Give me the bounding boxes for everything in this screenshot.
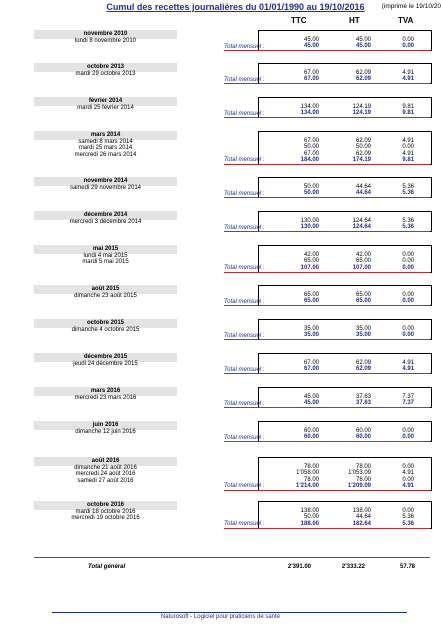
total-ttc: 188.00	[300, 520, 319, 527]
date-list	[34, 327, 177, 333]
ttc-value: 138.00	[300, 508, 319, 514]
column-header-tva: TVA	[398, 16, 414, 25]
month-label: août 2015	[34, 285, 177, 294]
ttc-value: 50.00	[303, 144, 319, 151]
ttc-value: 42.00	[303, 252, 319, 258]
monthly-total-underline	[224, 272, 430, 273]
tva-value: 9.81	[402, 104, 414, 110]
ht-value: 60.00	[355, 428, 371, 434]
total-ttc: 130.00	[300, 224, 319, 231]
monthly-total-row	[258, 76, 430, 82]
month-label: mai 2015	[34, 245, 177, 254]
month-label: mars 2014	[34, 131, 177, 140]
values-rows	[258, 464, 430, 483]
monthly-total-label: Total mensuel :	[224, 332, 265, 339]
monthly-total-label: Total mensuel :	[224, 265, 265, 272]
ttc-value: 67.00	[303, 150, 319, 157]
ht-value: 1'053.09	[348, 470, 371, 477]
total-tva: 9.81	[402, 156, 414, 163]
total-tva: 5.36	[402, 190, 414, 197]
date-entry: mardi 25 février 2014	[77, 105, 134, 111]
monthly-total-underline	[224, 490, 430, 491]
ht-value: 62.09	[355, 150, 371, 157]
tva-value: 5.36	[402, 514, 414, 521]
date-list	[34, 429, 177, 435]
monthly-total-row	[258, 332, 430, 338]
page-title: Cumul des recettes journalières du 01/01/1990 au 19/10/2016	[106, 2, 365, 12]
monthly-total-underline	[224, 117, 430, 118]
date-entry: mercredi 19 octobre 2016	[71, 515, 140, 522]
date-entry: dimanche 23 août 2015	[74, 293, 137, 299]
total-ht: 124.64	[352, 224, 371, 231]
month-label: novembre 2014	[34, 177, 177, 186]
footer-text: Naturosoft - Logiciel pour praticiens de santé	[160, 614, 281, 620]
ttc-value: 67.00	[303, 360, 319, 366]
date-list	[34, 71, 177, 77]
monthly-total-label: Total mensuel :	[224, 521, 265, 528]
monthly-total-row	[258, 521, 430, 527]
monthly-total-row	[258, 483, 430, 489]
date-list	[34, 38, 177, 44]
tva-value: 4.91	[402, 470, 414, 477]
monthly-total-row	[258, 43, 430, 49]
date-entry: mardi 25 mars 2014	[78, 145, 133, 152]
ttc-value: 60.00	[303, 428, 319, 434]
grand-total-ht: 2'333.22	[341, 564, 365, 570]
date-list	[34, 465, 177, 484]
total-ttc: 1'214.00	[295, 482, 319, 489]
date-entry: samedi 29 novembre 2014	[69, 185, 142, 191]
tva-value: 0.00	[402, 37, 414, 43]
month-label: octobre 2015	[34, 319, 177, 328]
date-entry: mercredi 26 mars 2014	[74, 151, 137, 158]
tva-value: 0.00	[402, 144, 414, 151]
ttc-value: 45.00	[303, 37, 319, 43]
date-entry: mardi 5 mai 2015	[82, 259, 129, 266]
monthly-total-label: Total mensuel :	[224, 298, 265, 305]
total-ttc: 67.00	[303, 76, 319, 83]
date-list	[34, 509, 177, 522]
total-ht: 174.19	[352, 156, 371, 163]
date-entry: mercredi 23 mars 2016	[74, 395, 137, 401]
ttc-value: 65.00	[303, 258, 319, 265]
monthly-total-underline	[224, 528, 430, 529]
total-ht: 37.63	[355, 400, 371, 407]
column-header-ttc: TTC	[291, 16, 307, 25]
date-list	[34, 361, 177, 367]
values-rows	[258, 252, 430, 265]
values-rows	[258, 138, 430, 157]
ht-value: 138.00	[352, 508, 371, 514]
ttc-value: 50.00	[303, 184, 319, 190]
ht-value: 62.09	[355, 138, 371, 144]
monthly-total-row	[258, 157, 430, 163]
ht-value: 62.09	[355, 70, 371, 76]
monthly-total-underline	[224, 83, 430, 84]
total-ttc: 35.00	[303, 332, 319, 339]
total-tva: 5.36	[402, 224, 414, 231]
total-ttc: 45.00	[303, 43, 319, 50]
ht-value: 42.00	[355, 252, 371, 258]
tva-value: 4.91	[402, 138, 414, 144]
ht-value: 65.00	[355, 258, 371, 265]
date-entry: mardi 29 octobre 2013	[75, 71, 136, 77]
month-label: décembre 2014	[34, 211, 177, 220]
grand-total-label: Total général	[88, 564, 126, 570]
total-ht: 44.64	[355, 190, 371, 197]
total-ttc: 67.00	[303, 366, 319, 373]
grand-total-ttc: 2'391.00	[287, 564, 311, 570]
ht-value: 45.00	[355, 37, 371, 43]
month-label: février 2014	[34, 97, 177, 106]
grand-total-tva: 57.78	[399, 564, 415, 570]
month-label: août 2016	[34, 457, 177, 466]
ht-value: 44.64	[355, 514, 371, 521]
monthly-total-label: Total mensuel :	[224, 483, 265, 490]
ttc-value: 45.00	[303, 394, 319, 400]
monthly-total-label: Total mensuel :	[224, 400, 265, 407]
total-ht: 65.00	[355, 298, 371, 305]
monthly-total-row	[258, 190, 430, 196]
ht-value: 62.09	[355, 360, 371, 366]
total-ht: 45.00	[355, 43, 371, 50]
monthly-total-label: Total mensuel :	[224, 157, 265, 164]
date-entry: mardi 18 octobre 2016	[75, 509, 136, 515]
tva-value: 0.00	[402, 326, 414, 332]
total-tva: 5.36	[402, 520, 414, 527]
monthly-total-underline	[224, 407, 430, 408]
date-entry: lundi 4 mai 2015	[83, 253, 128, 259]
monthly-total-row	[258, 265, 430, 271]
tva-value: 4.91	[402, 70, 414, 76]
ht-value: 78.00	[355, 476, 371, 483]
ht-value: 35.00	[355, 326, 371, 332]
date-list	[34, 395, 177, 401]
footer-divider	[52, 612, 407, 613]
date-entry: jeudi 24 décembre 2015	[73, 361, 138, 367]
total-tva: 4.91	[402, 366, 414, 373]
month-label: juin 2016	[34, 421, 177, 430]
monthly-total-label: Total mensuel :	[224, 190, 265, 197]
total-tva: 4.91	[402, 76, 414, 83]
month-label: mars 2016	[34, 387, 177, 396]
month-label: octobre 2013	[34, 63, 177, 72]
monthly-total-underline	[224, 50, 430, 51]
values-rows	[258, 508, 430, 521]
monthly-total-underline	[224, 339, 430, 340]
date-entry: dimanche 4 octobre 2015	[71, 327, 140, 333]
date-list	[34, 105, 177, 111]
ttc-value: 50.00	[303, 514, 319, 521]
monthly-total-label: Total mensuel :	[224, 434, 265, 441]
total-ht: 182.64	[352, 520, 371, 527]
total-ttc: 45.00	[303, 400, 319, 407]
tva-value: 0.00	[402, 464, 414, 470]
total-ht: 62.09	[355, 76, 371, 83]
date-entry: lundi 8 novembre 2010	[74, 38, 137, 44]
tva-value: 4.91	[402, 360, 414, 366]
total-tva: 0.00	[402, 434, 414, 441]
monthly-total-row	[258, 366, 430, 372]
monthly-total-label: Total mensuel :	[224, 76, 265, 83]
date-list	[34, 139, 177, 158]
ht-value: 78.00	[355, 464, 371, 470]
date-list	[34, 253, 177, 266]
monthly-total-underline	[224, 305, 430, 306]
column-header-ht: HT	[349, 16, 360, 25]
total-ttc: 184.00	[300, 156, 319, 163]
total-tva: 7.37	[402, 400, 414, 407]
date-list	[34, 293, 177, 299]
total-tva: 0.00	[402, 298, 414, 305]
monthly-total-underline	[224, 373, 430, 374]
tva-value: 0.00	[402, 252, 414, 258]
date-list	[34, 219, 177, 225]
monthly-total-label: Total mensuel :	[224, 43, 265, 50]
ttc-value: 65.00	[303, 292, 319, 298]
ttc-value: 130.00	[300, 218, 319, 224]
ht-value: 37.63	[355, 394, 371, 400]
monthly-total-underline	[224, 197, 430, 198]
monthly-total-label: Total mensuel :	[224, 366, 265, 373]
total-tva: 0.00	[402, 332, 414, 339]
ttc-value: 67.00	[303, 138, 319, 144]
total-tva: 4.91	[402, 482, 414, 489]
tva-value: 0.00	[402, 292, 414, 298]
total-ttc: 60.00	[303, 434, 319, 441]
total-ht: 35.00	[355, 332, 371, 339]
ht-value: 124.19	[352, 104, 371, 110]
date-entry: dimanche 21 août 2016	[74, 465, 137, 471]
month-label: octobre 2016	[34, 501, 177, 510]
total-ttc: 107.00	[300, 264, 319, 271]
total-tva: 9.81	[402, 110, 414, 117]
monthly-total-label: Total mensuel :	[224, 224, 265, 231]
ttc-value: 78.00	[303, 476, 319, 483]
monthly-total-row	[258, 110, 430, 116]
tva-value: 0.00	[402, 508, 414, 514]
ht-value: 65.00	[355, 292, 371, 298]
total-ht: 107.00	[352, 264, 371, 271]
date-entry: mercredi 3 décembre 2014	[69, 219, 142, 225]
total-ht: 60.00	[355, 434, 371, 441]
tva-value: 0.00	[402, 476, 414, 483]
ht-value: 50.00	[355, 144, 371, 151]
total-tva: 0.00	[402, 43, 414, 50]
tva-value: 7.37	[402, 394, 414, 400]
date-entry: samedi 27 août 2016	[77, 477, 134, 484]
tva-value: 0.00	[402, 428, 414, 434]
ttc-value: 78.00	[303, 464, 319, 470]
monthly-total-row	[258, 434, 430, 440]
monthly-total-row	[258, 400, 430, 406]
ht-value: 124.64	[352, 218, 371, 224]
monthly-total-underline	[224, 441, 430, 442]
print-date: (imprimé le 19/10/20	[381, 3, 441, 10]
date-entry: mercredi 24 août 2016	[75, 471, 136, 478]
monthly-total-label: Total mensuel :	[224, 110, 265, 117]
monthly-total-row	[258, 298, 430, 304]
tva-value: 4.91	[402, 150, 414, 157]
ttc-value: 35.00	[303, 326, 319, 332]
tva-value: 5.36	[402, 218, 414, 224]
grand-total-divider	[34, 557, 430, 558]
date-entry: dimanche 12 juin 2016	[75, 429, 136, 435]
ttc-value: 67.00	[303, 70, 319, 76]
ttc-value: 1'058.00	[296, 470, 319, 477]
monthly-total-row	[258, 224, 430, 230]
total-ht: 124.19	[352, 110, 371, 117]
total-ht: 1'209.09	[347, 482, 371, 489]
total-ht: 62.09	[355, 366, 371, 373]
monthly-total-underline	[224, 231, 430, 232]
total-ttc: 50.00	[303, 190, 319, 197]
total-ttc: 65.00	[303, 298, 319, 305]
month-label: décembre 2015	[34, 353, 177, 362]
monthly-total-underline	[224, 164, 430, 165]
tva-value: 0.00	[402, 258, 414, 265]
total-tva: 0.00	[402, 264, 414, 271]
tva-value: 5.36	[402, 184, 414, 190]
ttc-value: 134.00	[300, 104, 319, 110]
total-ttc: 134.00	[300, 110, 319, 117]
date-list	[34, 185, 177, 191]
month-label: novembre 2010	[34, 30, 177, 39]
date-entry: samedi 8 mars 2014	[78, 139, 133, 145]
ht-value: 44.64	[355, 184, 371, 190]
